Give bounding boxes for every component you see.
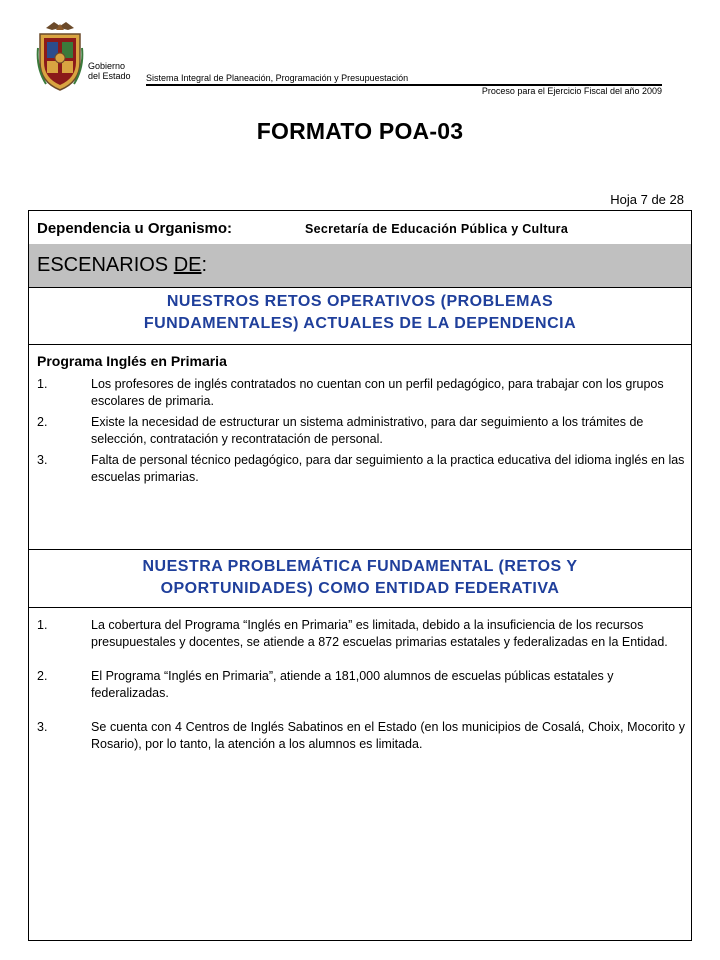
- list-item-number: 2.: [37, 669, 48, 683]
- list-item: [37, 414, 685, 448]
- row-divider: [29, 607, 691, 608]
- program-title: Programa Inglés en Primaria: [37, 353, 227, 369]
- list-item: [37, 376, 685, 410]
- row-divider: [29, 549, 691, 550]
- section-heading-line: FUNDAMENTALES) ACTUALES DE LA DEPENDENCIA: [143, 315, 577, 332]
- scenarios-label-prefix: ESCENARIOS: [37, 254, 174, 276]
- list-item-number: 1.: [37, 618, 48, 632]
- section-heading-operational-challenges: [29, 291, 691, 335]
- list-item-text: La cobertura del Programa “Inglés en Primaria” es limitada, debido a la insuficiencia de los recursos presupuestales y docentes, se atiende a 872 escuelas primarias estatales y federalizadas en la Entidad.: [91, 618, 668, 649]
- list-item: [37, 719, 685, 753]
- dependency-row: [29, 211, 691, 244]
- list-item-text: El Programa “Inglés en Primaria”, atiende a 181,000 alumnos de escuelas públicas estatales y federalizadas.: [91, 669, 614, 700]
- list-item-number: 1.: [37, 377, 48, 391]
- list-item-number: 3.: [37, 720, 48, 734]
- scenarios-label: [37, 254, 207, 277]
- gov-label-line2: del Estado: [88, 71, 131, 81]
- list-item-text: Los profesores de inglés contratados no cuentan con un perfil pedagógico, para trabajar con los grupos escolares de primaria.: [91, 377, 664, 408]
- list-item-number: 3.: [37, 453, 48, 467]
- scenarios-label-underlined: DE: [173, 254, 202, 276]
- list-item: [37, 452, 685, 486]
- section-heading-line: OPORTUNIDADES) COMO ENTIDAD FEDERATIVA: [160, 580, 560, 597]
- state-seal-icon: [36, 18, 84, 94]
- problems-list: [37, 617, 685, 770]
- row-divider: [29, 287, 691, 288]
- section-heading-line: NUESTRA PROBLEMÁTICA FUNDAMENTAL (RETOS Y: [142, 558, 578, 575]
- row-divider: [29, 344, 691, 345]
- list-item: [37, 617, 685, 651]
- list-item-text: Falta de personal técnico pedagógico, para dar seguimiento a la practica educativa del idioma inglés en las escuelas primarias.: [91, 453, 685, 484]
- list-item: [37, 668, 685, 702]
- form-table: [28, 210, 692, 941]
- list-item-text: Existe la necesidad de estructurar un sistema administrativo, para dar seguimiento a los trámites de selección, contratación y recontratación de personal.: [91, 415, 644, 446]
- scenarios-row: [29, 244, 691, 287]
- dependency-label: Dependencia u Organismo:: [37, 220, 233, 237]
- challenges-list: [37, 376, 685, 490]
- page-title: FORMATO POA-03: [256, 118, 464, 144]
- scenarios-label-suffix: :: [201, 254, 208, 276]
- list-item-text: Se cuenta con 4 Centros de Inglés Sabatinos en el Estado (en los municipios de Cosalá, Choix, Mocorito y Rosario), por lo tanto, la atención a los alumnos es limitada.: [91, 720, 685, 751]
- system-name: Sistema Integral de Planeación, Programación y Presupuestación: [146, 73, 409, 83]
- list-item-number: 2.: [37, 415, 48, 429]
- section-heading-fundamental-problems: [29, 556, 691, 600]
- page-indicator: Hoja 7 de 28: [610, 192, 684, 207]
- gov-label-line1: Gobierno: [88, 61, 126, 71]
- process-caption: Proceso para el Ejercicio Fiscal del año 2009: [481, 86, 662, 96]
- section-heading-line: NUESTROS RETOS OPERATIVOS (PROBLEMAS: [166, 293, 554, 310]
- dependency-value: Secretaría de Educación Pública y Cultura: [305, 222, 569, 236]
